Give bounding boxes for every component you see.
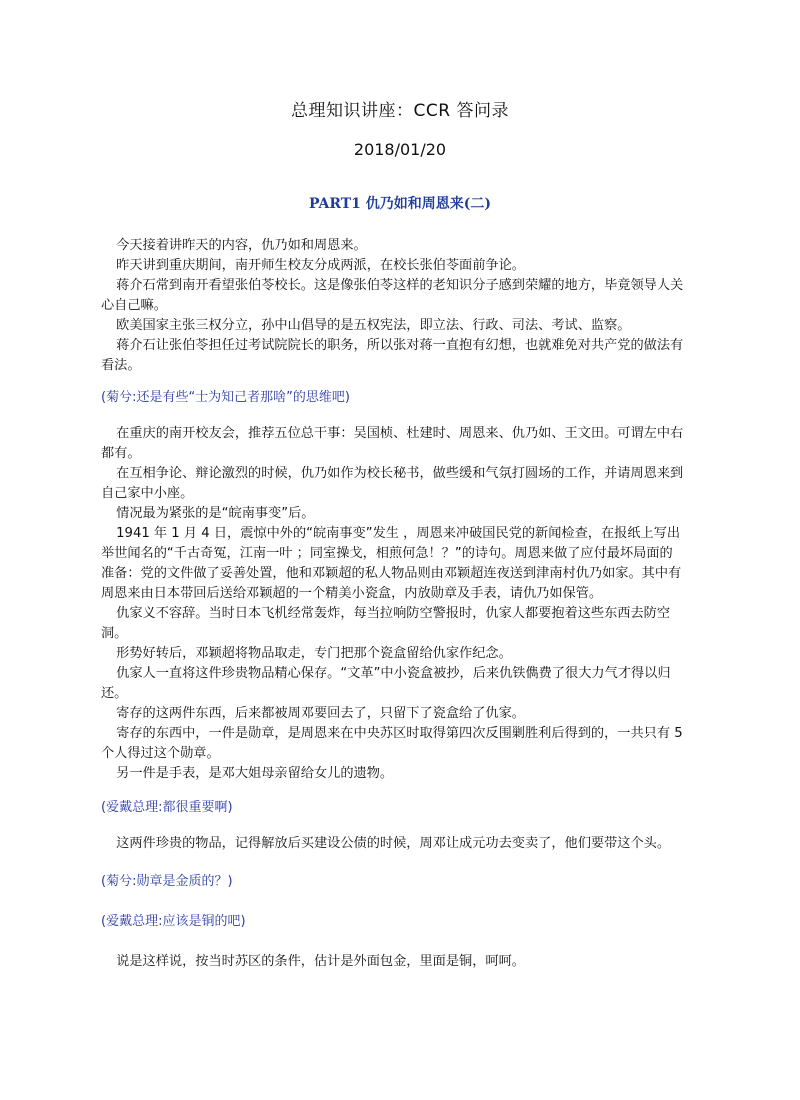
document-body [101,236,684,972]
part-heading: PART1 仇乃如和周恩来(二) [308,196,492,212]
paragraph: 寄存的这两件东西，后来都被周邓要回去了，只留下了瓷盒给了仇家。 [116,706,525,721]
paragraph: 仇家人一直将这件珍贵物品精心保存。“文革”中小瓷盒被抄，后来仇铁儁费了很大力气才得以归还。 [101,666,671,701]
paragraph: 说是这样说，按当时苏区的条件，估计是外面包金，里面是铜，呵呵。 [116,954,525,969]
paragraph: 欧美国家主张三权分立，孙中山倡导的是五权宪法，即立法、行政、司法、考试、监察。 [116,318,631,333]
paragraph: 形势好转后，邓颖超将物品取走，专门把那个瓷盒留给仇家作纪念。 [116,646,512,661]
paragraph: 蒋介石常到南开看望张伯苓校长。这是像张伯苓这样的老知识分子感到荣耀的地方，毕竟领导人关心自己嘛。 [101,278,684,313]
paragraph: 在重庆的南开校友会，推荐五位总干事：吴国桢、杜建时、周恩来、仇乃如、王文田。可谓左中右都有。 [101,426,684,461]
document-date: 2018/01/20 [353,140,447,159]
paragraph: 1941 年 1 月 4 日，震惊中外的“皖南事变”发生 ，周恩来冲破国民党的新闻检查，在报纸上写出举世闻名的“千古奇冤，江南一叶 ；同室操戈，相煎何急！？”的诗句。周恩来做了应付最坏局面的准备：党的文件做了妥善处置，他和邓颖超的私人物品则由邓颖超连夜送到津南村仇乃如家。其中有周恩来由日本带回后送给邓颖超的一个精美小瓷盒，内放勋章及手表，请仇乃如保管。 [101,526,682,601]
paragraph: 昨天讲到重庆期间，南开师生校友分成两派，在校长张伯苓面前争论。 [116,258,525,273]
reader-comment: (爱戴总理:都很重要啊) [101,800,233,815]
reader-comment: (菊兮:还是有些“士为知己者那啥”的思维吧) [101,390,350,405]
reader-comment: (爱戴总理:应该是铜的吧) [101,914,246,929]
paragraph: 蒋介石让张伯苓担任过考试院院长的职务，所以张对蒋一直抱有幻想，也就难免对共产党的做法有看法。 [101,338,684,373]
paragraph: 这两件珍贵的物品，记得解放后买建设公债的时候，周邓让成元功去变卖了，他们要带这个头。 [116,836,671,851]
paragraph: 寄存的东西中，一件是勋章，是周恩来在中央苏区时取得第四次反围剿胜利后得到的，一共只有 5 个人得过这个勋章。 [101,726,683,761]
document-title: 总理知识讲座：CCR 答问录 [291,101,509,121]
reader-comment: (菊兮:勋章是金质的？) [101,874,233,889]
paragraph: 另一件是手表，是邓大姐母亲留给女儿的遗物。 [116,766,394,781]
paragraph: 今天接着讲昨天的内容，仇乃如和周恩来。 [116,238,367,253]
paragraph: 在互相争论、辩论激烈的时候，仇乃如作为校长秘书，做些缓和气氛打圆场的工作，并请周恩来到自己家中小座。 [101,466,684,501]
paragraph: 仇家义不容辞。当时日本飞机经常轰炸，每当拉响防空警报时，仇家人都要抱着这些东西去防空洞。 [101,606,671,641]
paragraph: 情况最为紧张的是“皖南事变”后。 [116,506,315,521]
